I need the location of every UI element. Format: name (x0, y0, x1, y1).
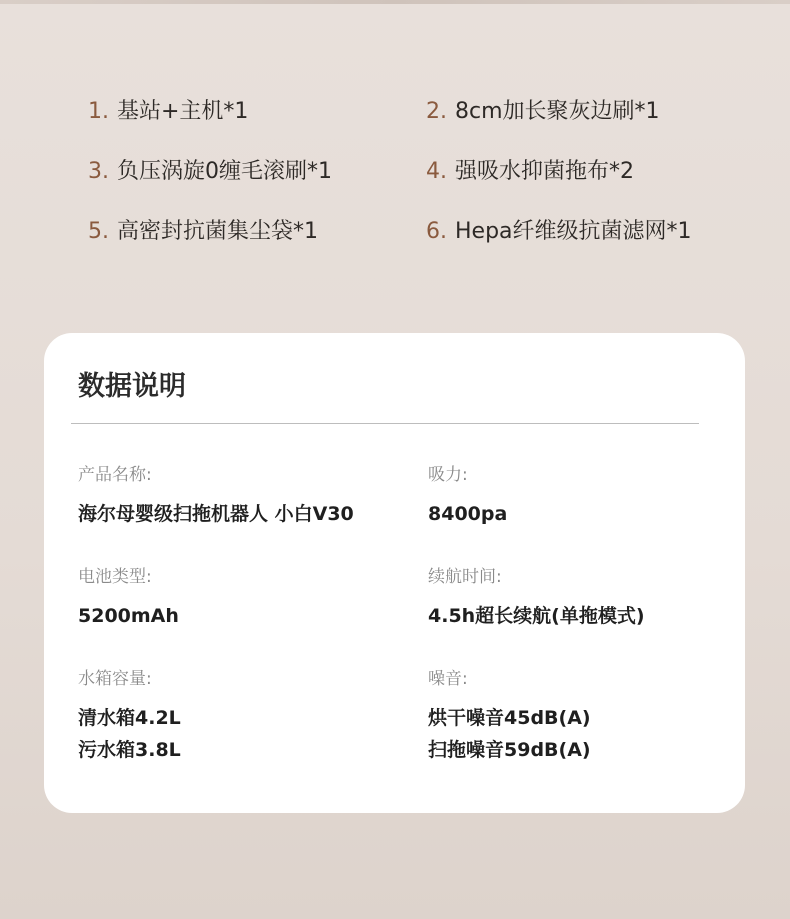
spec-value: 海尔母婴级扫拖机器人 小白V30 (78, 503, 354, 525)
list-item (88, 92, 426, 152)
item-number: 1. (88, 99, 109, 124)
item-text: 高密封抗菌集尘袋*1 (117, 219, 318, 244)
item-text: 强吸水抑菌拖布*2 (455, 159, 634, 184)
spec-label: 水箱容量: (78, 669, 152, 689)
spec-title: 数据说明 (78, 371, 186, 402)
spec-tank (78, 667, 378, 766)
list-item (426, 152, 726, 212)
item-number: 2. (426, 99, 447, 124)
spec-label: 吸力: (428, 465, 468, 485)
item-number: 4. (426, 159, 447, 184)
package-list (88, 92, 728, 272)
spec-label: 噪音: (428, 669, 468, 689)
item-number: 5. (88, 219, 109, 244)
item-text: 8cm加长聚灰边刷*1 (455, 99, 660, 124)
spec-product-name (78, 463, 378, 530)
spec-noise (428, 667, 728, 766)
title-divider (71, 423, 699, 424)
spec-value: 污水箱3.8L (78, 739, 181, 761)
spec-runtime (428, 565, 728, 632)
item-number: 3. (88, 159, 109, 184)
spec-value: 烘干噪音45dB(A) (428, 707, 591, 729)
spec-label: 续航时间: (428, 567, 502, 587)
list-item (88, 212, 426, 272)
item-text: 负压涡旋0缠毛滚刷*1 (117, 159, 332, 184)
spec-label: 电池类型: (78, 567, 152, 587)
item-text: Hepa纤维级抗菌滤网*1 (455, 219, 692, 244)
spec-value: 8400pa (428, 503, 508, 525)
list-item (426, 212, 726, 272)
top-divider (0, 0, 790, 4)
spec-card (44, 333, 745, 813)
spec-value: 5200mAh (78, 605, 179, 627)
spec-label: 产品名称: (78, 465, 152, 485)
item-text: 基站+主机*1 (117, 99, 249, 124)
list-item (426, 92, 726, 152)
spec-value: 4.5h超长续航(单拖模式) (428, 605, 645, 627)
spec-battery (78, 565, 378, 632)
list-item (88, 152, 426, 212)
spec-suction (428, 463, 728, 530)
item-number: 6. (426, 219, 447, 244)
spec-value: 扫拖噪音59dB(A) (428, 739, 591, 761)
spec-value: 清水箱4.2L (78, 707, 181, 729)
